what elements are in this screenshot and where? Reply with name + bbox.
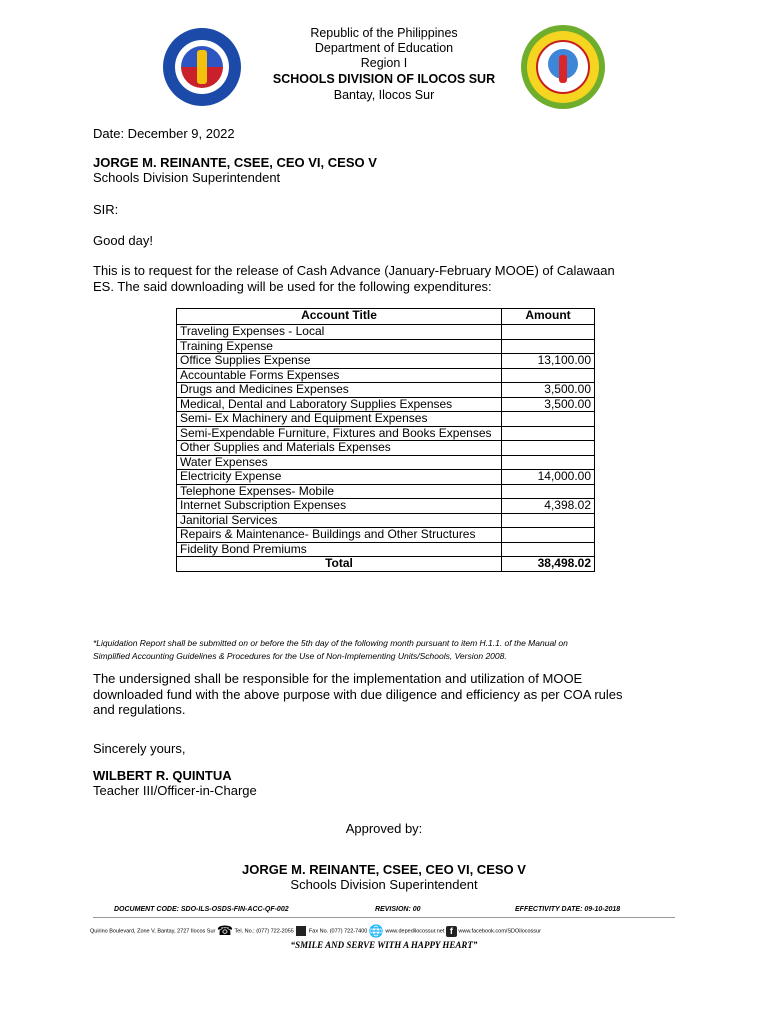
amount bbox=[502, 455, 595, 470]
total-row bbox=[177, 557, 595, 572]
responsibility-paragraph bbox=[93, 671, 678, 718]
request-line-2: ES. The said downloading will be used for the following expenditures: bbox=[93, 279, 492, 294]
table-row bbox=[177, 397, 595, 412]
table-row bbox=[177, 470, 595, 485]
header-account-title: Account Title bbox=[177, 309, 502, 325]
fax-icon bbox=[296, 926, 306, 936]
table-row bbox=[177, 513, 595, 528]
request-line-1: This is to request for the release of Cash Advance (January-February MOOE) of Calawaan bbox=[93, 263, 615, 278]
account-title: Electricity Expense bbox=[177, 470, 502, 485]
account-title: Other Supplies and Materials Expenses bbox=[177, 441, 502, 456]
liquidation-note bbox=[93, 637, 683, 663]
amount bbox=[502, 484, 595, 499]
contact-line bbox=[90, 924, 541, 938]
table-row bbox=[177, 383, 595, 398]
facebook-icon[interactable]: f bbox=[446, 926, 457, 937]
header-division: SCHOOLS DIVISION OF ILOCOS SUR bbox=[272, 72, 496, 86]
header-department: Department of Education bbox=[314, 41, 454, 55]
header-region: Region I bbox=[360, 56, 408, 70]
amount bbox=[502, 426, 595, 441]
closing: Sincerely yours, bbox=[93, 741, 186, 756]
table-row bbox=[177, 368, 595, 383]
footer-facebook[interactable]: www.facebook.com/SDOilocossur bbox=[458, 928, 541, 935]
amount: 3,500.00 bbox=[502, 397, 595, 412]
table-row bbox=[177, 455, 595, 470]
table-row bbox=[177, 354, 595, 369]
approver-position: Schools Division Superintendent bbox=[290, 877, 478, 892]
document-code: DOCUMENT CODE: SDO-ILS-OSDS-FIN-ACC-QF-002 bbox=[114, 906, 289, 913]
footer-website[interactable]: www.depedilocossur.net bbox=[385, 928, 445, 935]
table-row bbox=[177, 441, 595, 456]
addressee-position: Schools Division Superintendent bbox=[93, 170, 281, 185]
salutation: SIR: bbox=[93, 202, 119, 217]
table-row bbox=[177, 325, 595, 340]
account-title: Traveling Expenses - Local bbox=[177, 325, 502, 340]
account-title: Training Expense bbox=[177, 339, 502, 354]
greeting: Good day! bbox=[93, 233, 153, 248]
amount: 3,500.00 bbox=[502, 383, 595, 398]
account-title: Accountable Forms Expenses bbox=[177, 368, 502, 383]
table-header-row bbox=[177, 309, 595, 325]
account-title: Medical, Dental and Laboratory Supplies Expenses bbox=[177, 397, 502, 412]
amount bbox=[502, 542, 595, 557]
amount: 4,398.02 bbox=[502, 499, 595, 514]
account-title: Fidelity Bond Premiums bbox=[177, 542, 502, 557]
total-label: Total bbox=[177, 557, 502, 572]
table-row bbox=[177, 484, 595, 499]
addressee-name: JORGE M. REINANTE, CSEE, CEO VI, CESO V bbox=[93, 155, 377, 170]
total-amount: 38,498.02 bbox=[502, 557, 595, 572]
phone-icon: ☎ bbox=[216, 923, 234, 938]
approver-name: JORGE M. REINANTE, CSEE, CEO VI, CESO V bbox=[242, 862, 526, 877]
amount: 13,100.00 bbox=[502, 354, 595, 369]
amount bbox=[502, 528, 595, 543]
expenditure-table bbox=[176, 308, 595, 572]
footer-motto: “SMILE AND SERVE WITH A HAPPY HEART” bbox=[290, 940, 478, 950]
header-amount: Amount bbox=[502, 309, 595, 325]
account-title: Semi- Ex Machinery and Equipment Expenses bbox=[177, 412, 502, 427]
signatory-position: Teacher III/Officer-in-Charge bbox=[93, 783, 257, 798]
responsibility-line-2: downloaded fund with the above purpose with due diligence and efficiency as per COA rules bbox=[93, 686, 623, 702]
letter-date: Date: December 9, 2022 bbox=[93, 126, 235, 141]
footer-divider bbox=[93, 917, 675, 918]
account-title: Janitorial Services bbox=[177, 513, 502, 528]
approved-by-label: Approved by: bbox=[345, 821, 423, 836]
amount bbox=[502, 339, 595, 354]
account-title: Semi-Expendable Furniture, Fixtures and Books Expenses bbox=[177, 426, 502, 441]
amount bbox=[502, 368, 595, 383]
account-title: Telephone Expenses- Mobile bbox=[177, 484, 502, 499]
table-row bbox=[177, 499, 595, 514]
table-row bbox=[177, 412, 595, 427]
footer-fax: Fax No. (077) 722-7400 bbox=[308, 928, 368, 935]
responsibility-line-3: and regulations. bbox=[93, 702, 186, 717]
table-row bbox=[177, 426, 595, 441]
footer-address: Quirino Boulevard, Zone V, Bantay, 2727 Ilocos Sur bbox=[90, 928, 216, 935]
footer-tel: Tel. No.: (077) 722-2055 bbox=[234, 928, 294, 935]
account-title: Repairs & Maintenance- Buildings and Other Structures bbox=[177, 528, 502, 543]
amount: 14,000.00 bbox=[502, 470, 595, 485]
account-title: Internet Subscription Expenses bbox=[177, 499, 502, 514]
revision: REVISION: 00 bbox=[375, 906, 421, 913]
table-row bbox=[177, 528, 595, 543]
amount bbox=[502, 412, 595, 427]
globe-icon: 🌐 bbox=[368, 924, 384, 938]
table-row bbox=[177, 339, 595, 354]
account-title: Office Supplies Expense bbox=[177, 354, 502, 369]
header-republic: Republic of the Philippines bbox=[310, 26, 458, 40]
note-line-2: Simplified Accounting Guidelines & Procedures for the Use of Non-Implementing Units/Schools, Version 2008. bbox=[93, 651, 507, 661]
effectivity-date: EFFECTIVITY DATE: 09-10-2018 bbox=[515, 906, 621, 913]
responsibility-line-1: The undersigned shall be responsible for the implementation and utilization of MOOE bbox=[93, 671, 583, 686]
note-line-1: *Liquidation Report shall be submitted on or before the 5th day of the following month pursuant to item H.1.1. of the Manual on bbox=[93, 638, 568, 648]
amount bbox=[502, 513, 595, 528]
amount bbox=[502, 441, 595, 456]
account-title: Water Expenses bbox=[177, 455, 502, 470]
account-title: Drugs and Medicines Expenses bbox=[177, 383, 502, 398]
table-row bbox=[177, 542, 595, 557]
amount bbox=[502, 325, 595, 340]
header-location: Bantay, Ilocos Sur bbox=[333, 88, 435, 102]
signatory-name: WILBERT R. QUINTUA bbox=[93, 768, 232, 783]
